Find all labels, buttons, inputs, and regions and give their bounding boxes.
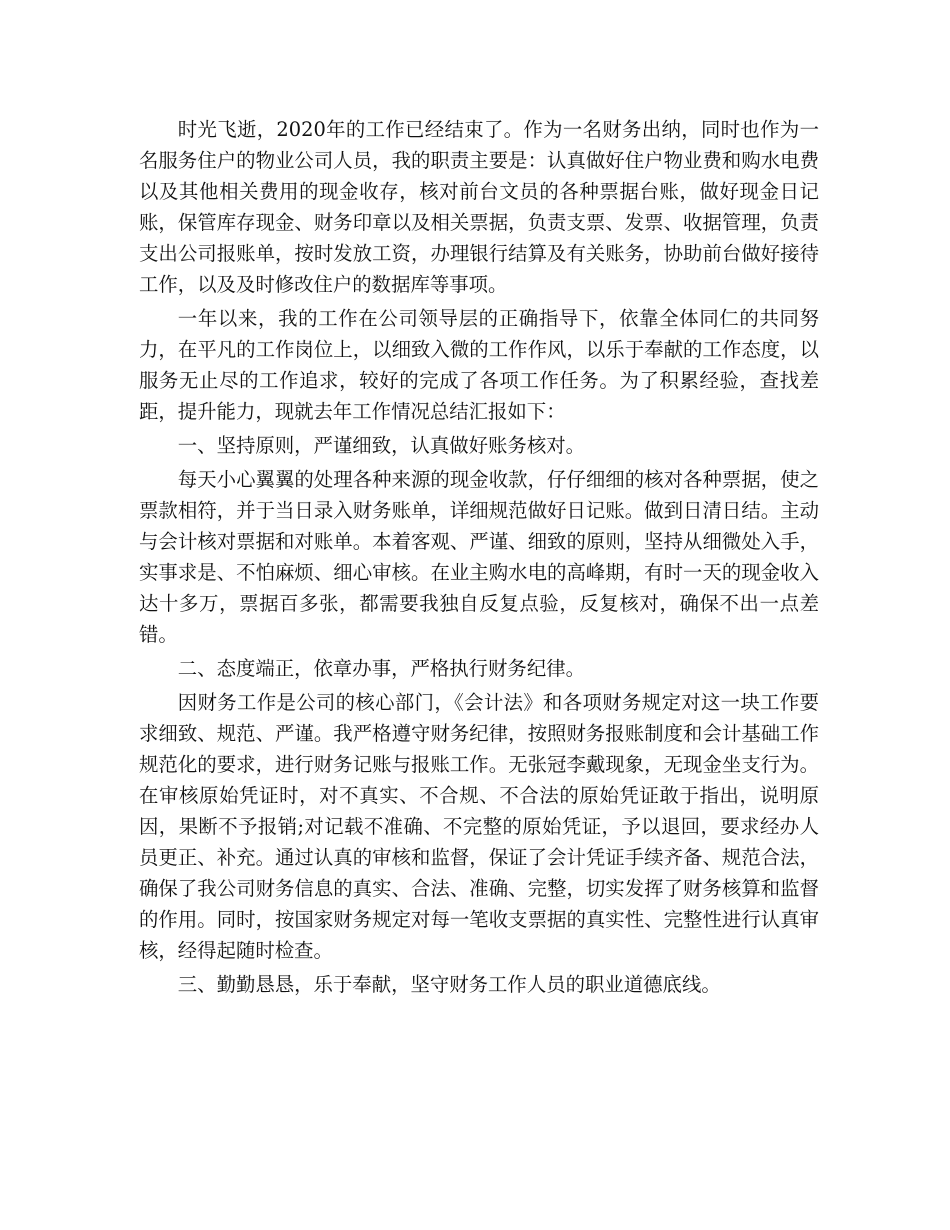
section-heading-2: 二、态度端正，依章办事，严格执行财务纪律。 bbox=[177, 657, 585, 680]
paragraph-section-1: 每天小心翼翼的处理各种来源的现金收款，仔仔细细的核对各种票据，使之票款相符，并于当日录入财务账单，详细规范做好日记账。做到日清日结。主动与会计核对票据和对账单。本着客观、严谨、细致的原则，坚持从细微处入手，实事求是、不怕麻烦、细心审核。在业主购水电的高峰期，有时一天的现金收入达十多万，票据百多张，都需要我独自反复点验，反复核对，确保不出一点差错。 bbox=[139, 468, 819, 646]
paragraph-intro: 时光飞逝，2020年的工作已经结束了。作为一名财务出纳，同时也作为一名服务住户的物业公司人员，我的职责主要是：认真做好住户物业费和购水电费以及其他相关费用的现金收存，核对前台文员的各种票据台账，做好现金日记账，保管库存现金、财务印章以及相关票据，负责支票、发票、收据管理，负责支出公司报账单，按时发放工资，办理银行结算及有关账务，协助前台做好接待工作，以及及时修改住户的数据库等事项。 bbox=[139, 118, 819, 296]
paragraph-section-2: 因财务工作是公司的核心部门，《会计法》和各项财务规定对这一块工作要求细致、规范、严谨。我严格遵守财务纪律，按照财务报账制度和会计基础工作规范化的要求，进行财务记账与报账工作。无张冠李戴现象，无现金坐支行为。在审核原始凭证时，对不真实、不合规、不合法的原始凭证敢于指出，说明原因，果断不予报销;对记载不准确、不完整的原始凭证，予以退回，要求经办人员更正、补充。通过认真的审核和监督，保证了会计凭证手续齐备、规范合法，确保了我公司财务信息的真实、合法、准确、完整，切实发挥了财务核算和监督的作用。同时，按国家财务规定对每一笔收支票据的真实性、完整性进行认真审核，经得起随时检查。 bbox=[139, 691, 819, 962]
section-heading-1: 一、坚持原则，严谨细致，认真做好账务核对。 bbox=[177, 434, 585, 457]
section-heading-3: 三、勤勤恳恳，乐于奉献，坚守财务工作人员的职业道德底线。 bbox=[177, 973, 721, 996]
document-body bbox=[139, 114, 819, 1003]
paragraph-summary: 一年以来，我的工作在公司领导层的正确指导下，依靠全体同仁的共同努力，在平凡的工作岗位上，以细致入微的工作作风，以乐于奉献的工作态度，以服务无止尽的工作追求，较好的完成了各项工作任务。为了积累经验，查找差距，提升能力，现就去年工作情况总结汇报如下： bbox=[139, 307, 819, 423]
